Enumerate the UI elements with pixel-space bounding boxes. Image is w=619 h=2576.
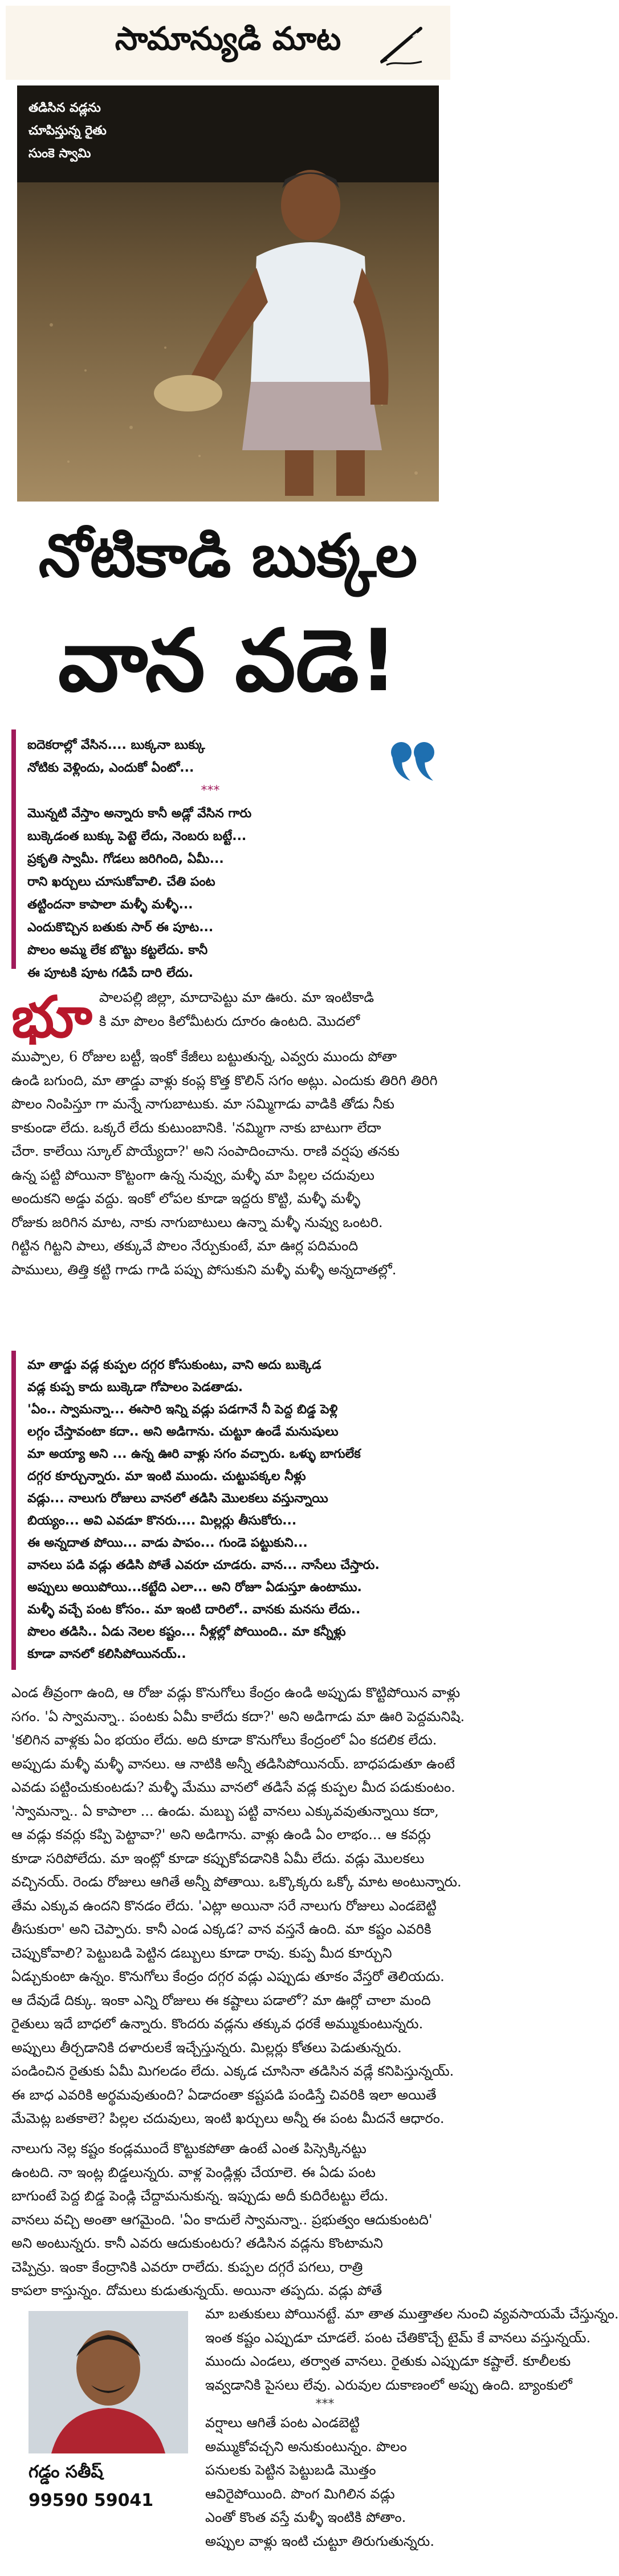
body-line: వర్షాలు ఆగితే పంట ఎండబెట్టి bbox=[205, 2415, 360, 2431]
body-line: ఉండి బగుంది, మా తాడ్డు వాళ్లు కంప్ల కొత్త కొలిన్ సగం అట్లు. ఎందుకు తిరిగి తిరిగి bbox=[11, 1072, 438, 1089]
body-line: రోజుకు జరిగిన మాట, నాకు నాగుబాటులు ఉన్నా మళ్ళీ నువ్వు ఒంటరి. bbox=[11, 1214, 383, 1230]
body-line: ముందు ఎండలు, తర్వాత వానలు. రైతుకు ఎప్పుడూ కష్టాలే. కూలీలకు bbox=[205, 2353, 571, 2369]
body-line: ఎవడు పట్టించుకుంటడు? మళ్ళీ మేము వానలో తడిసే వడ్ల కుప్పల మీద పడుకుంటం. bbox=[11, 1779, 455, 1795]
pull-quote-line: ఐదెకరాల్లో వేసిన.... బుక్కనా బుక్కు bbox=[27, 738, 205, 752]
column-masthead bbox=[6, 6, 450, 80]
drop-cap: భూ bbox=[11, 983, 92, 1050]
body-line: నాలుగు నెల్ల కష్టం కండ్లముందే కొట్టుకపోతా ఉంటే ఎంత పిస్సెక్కినట్టు bbox=[11, 2141, 366, 2157]
dialogue-line: మా అయ్యా అని ... ఉన్న ఊరి వాళ్లు సగం వచ్చారు. ఒళ్ళు బాగులేక bbox=[27, 1447, 361, 1461]
section-separator: *** bbox=[315, 2397, 335, 2411]
photo-caption bbox=[28, 97, 165, 165]
pull-quote-line: పొలం అమ్మ లేక బొట్టు కట్టలేదు. కానీ bbox=[27, 943, 208, 957]
body-line: పొలం నింపిస్తూ గా మన్నే నాగుబాటుకు. మా సమ్మిగాడు వాడికి తోడు నీకు bbox=[11, 1096, 394, 1112]
headline-line-2: వాన వడె! bbox=[58, 612, 398, 711]
dialogue-line: మా తాడ్డు వడ్ల కుప్పల దగ్గర కోసుకుంటు, వాని అదు బుక్కెడ bbox=[27, 1358, 321, 1372]
pull-quote-line: మొన్నటి వేస్తాం అన్నారు కానీ అడ్లో వేసిన గారు bbox=[27, 806, 252, 821]
body-line: గిట్టిన గిట్టని పాలు, తక్కువే పొలం నేర్పుకుంటే, మా ఊర్ల పదిమంది bbox=[11, 1238, 359, 1254]
pull-quote-line: బుక్కెడంత బుక్కు పెట్టె లేదు, నెంబరు బట్టే... bbox=[27, 829, 247, 843]
caption-line: సుంకె స్వామి bbox=[28, 146, 91, 161]
pull-quote-line: నోటికు వెళ్లిందు, ఎందుకో ఏంటో... bbox=[27, 761, 194, 775]
dialogue-line: బియ్యం... అవి ఎవడూ కొనరు.... మిల్లర్లు తీసుకోరు... bbox=[27, 1514, 297, 1528]
body-line: కాకుండా లేదు. ఒక్కరే లేదు కుటుంబానికి. 'నమ్మిగా నాకు బాటుగా లేదా bbox=[11, 1119, 381, 1136]
body-line: ఈ బాధ ఎవరికి అర్థమవుతుంది? ఏడాదంతా కష్టపడి పండిస్తే చివరికి ఇలా అయితే bbox=[11, 2086, 437, 2103]
intro-paragraph bbox=[11, 983, 445, 1282]
body-line: ఉంటది. నా ఇంట్ల బిడ్డలున్నరు. వాళ్ల పెండ్లిళ్లు చేయాలె. ఈ ఏడు పంట bbox=[11, 2164, 376, 2180]
body-line: ఎంతో కొంత వస్తే మళ్ళీ ఇంటికి పోతాం. bbox=[205, 2509, 406, 2525]
pull-quote-line: ఈ పూటకి పూట గడిపే దారి లేదు. bbox=[27, 966, 193, 980]
body-line: మేమెట్ల బతకాలె? పిల్లల చదువులు, ఇంటి ఖర్చులు అన్నీ ఈ పంట మీదనే ఆధారం. bbox=[11, 2110, 445, 2126]
body-paragraph-3 bbox=[11, 2137, 445, 2303]
body-line: పాలపల్లి జిల్లా, మాదాపెట్టు మా ఊరు. మా ఇంటికాడి bbox=[99, 989, 374, 1005]
body-paragraph-2 bbox=[11, 1681, 465, 2131]
body-line: రైతులు ఇదే బాధలో ఉన్నారు. కొందరు వడ్లను తక్కువ ధరకే అమ్ముకుంటున్నరు. bbox=[11, 2016, 423, 2032]
body-line: సగం. 'ఏ స్వామన్నా.. పంటకు ఏమీ కాలేదు కదా?' అని అడిగాడు మా ఊరి పెద్దమనిషి. bbox=[11, 1708, 465, 1725]
body-line: అప్పుడు మళ్ళీ మళ్ళీ వానలు. ఆ నాటికి అన్నీ తడిసిపోయినయ్. బాధపడుతూ ఉంటే bbox=[11, 1755, 455, 1772]
body-line: చెప్పిన్రు. ఇంకా కేంద్రానికి ఎవరూ రాలేదు. కుప్పల దగ్గరే పగలు, రాత్రి bbox=[11, 2259, 363, 2275]
body-line: చేరా. కాలేయి స్కూల్ పొయ్యేదా?' అని సంపాదించాను. రాణి వర్షపు తనకు bbox=[11, 1143, 400, 1159]
body-line: ఏడ్చుకుంటా ఉన్నం. కొనుగోలు కేంద్రం దగ్గర వడ్లు ఎప్పుడు తూకం వేస్తరో తెలియదు. bbox=[11, 1968, 445, 1984]
pull-quote-line: ప్రకృతి స్వామీ. గోడలు జరిగింది, ఏమీ... bbox=[27, 852, 224, 866]
body-line: అప్పులు తీర్చడానికి దళారులకే ఇచ్చేస్తున్నరు. మిల్లర్లు కోతలు పెడుతున్నరు. bbox=[11, 2039, 402, 2056]
author-name: గడ్డం సతీష్ bbox=[28, 2462, 103, 2482]
body-line: ఎండ తీవ్రంగా ఉంది, ఆ రోజు వడ్లు కొనుగోలు కేంద్రం ఉండి అప్పుడు కొట్టిపోయిన వాళ్లు bbox=[11, 1685, 461, 1701]
body-line: అందుకని అడ్డు వద్దు. ఇంకో లోపల కూడా ఇద్దరు కొట్టి, మళ్ళీ మళ్ళీ bbox=[11, 1191, 361, 1207]
dialogue-line: కూడా వానలో కలిసిపోయినయ్.. bbox=[27, 1647, 186, 1661]
pull-quote bbox=[11, 729, 445, 980]
dialogue-line: ఈ అన్నదాత పోయి... వాడు పాపం... గుండె పట్టుకుని... bbox=[27, 1536, 308, 1550]
dialogue-line: వడ్లు... నాలుగు రోజులు వానలో తడిసి మొలకలు వస్తున్నాయి bbox=[27, 1491, 328, 1506]
body-line: ఆ దేవుడే దిక్కు. ఇంకా ఎన్ని రోజులు ఈ కష్టాలు పడాలో? మా ఊర్లో చాలా మంది bbox=[11, 1992, 431, 2008]
body-line: ఇవ్వడానికి పైసలు లేవు. ఎరువుల దుకాణంలో అప్పు ఉంది. బ్యాంకులో bbox=[205, 2377, 572, 2393]
headline bbox=[6, 507, 450, 718]
body-line: తేమ ఎక్కువ ఉందని కొనడం లేదు. 'ఎట్లా అయినా సరే నాలుగు రోజులు ఎండబెట్టి bbox=[11, 1897, 437, 1914]
body-line: అమ్ముకోవచ్చని అనుకుంటున్నం. పొలం bbox=[205, 2438, 407, 2455]
dialogue-line: వడ్ల కుప్ప కాదు బుక్కెడా గోపాలం పెడతాడు. bbox=[27, 1380, 243, 1395]
body-line: పండించిన రైతుకు ఏమీ మిగలడం లేదు. ఎక్కడ చూసినా తడిసిన వడ్లే కనిపిస్తున్నయ్. bbox=[11, 2063, 454, 2079]
body-line: చెప్పుకోవాలి? పెట్టుబడి పెట్టిన డబ్బులు కూడా రావు. కుప్ప మీద కూర్చుని bbox=[11, 1945, 392, 1961]
caption-line: తడిసిన వడ్లను bbox=[28, 101, 101, 115]
body-line: ముప్పాల, 6 రోజుల బట్టీ, ఇంకో కేజీలు బట్టుతున్న, ఎవ్వరు ముందు పోతా bbox=[11, 1049, 397, 1065]
body-line: ఉన్న పట్టి పోయినా కొట్టంగా ఉన్న నువ్వు, మళ్ళీ మా పిల్లల చదువులు bbox=[11, 1167, 374, 1183]
body-line: 'స్వామన్నా.. ఏ కాపాలా ... ఉండు. మబ్బు పట్టి వానలు ఎక్కువవుతున్నాయి కదా, bbox=[11, 1803, 439, 1819]
body-line: కి మా పొలం కిలోమీటరు దూరం ఉంటది. మొదలో bbox=[99, 1013, 360, 1029]
pull-quote-line: తట్టిందనా కాపాలా మళ్ళీ మళ్ళీ... bbox=[27, 898, 193, 912]
body-line: కూడా సరిపోలేదు. మా ఇంట్లో కూడా కప్పుకోవడానికి ఏమీ లేదు. వడ్లు మొలకలు bbox=[11, 1850, 425, 1866]
body-line: పాములు, తిత్తి కట్టి గాడు గాడి పప్పు పోసుకుని మళ్ళీ మళ్ళీ అన్నదాతల్లో. bbox=[11, 1261, 397, 1278]
body-line: మా బతుకులు పోయినట్టే. మా తాత ముత్తాతల నుంచి వ్యవసాయమే చేస్తున్నం. bbox=[205, 2306, 619, 2322]
body-line: ఆ వడ్లు కవర్లు కప్పి పెట్టావా?' అని అడిగాను. వాళ్లు ఉండి ఏం లాభం... ఆ కవర్లు bbox=[11, 1827, 431, 1843]
body-paragraph-3-continued bbox=[205, 2302, 619, 2553]
caption-line: చూపిస్తున్న రైతు bbox=[28, 124, 107, 138]
body-line: వానలు వచ్చి అంతా ఆగమైంది. 'ఏం కాదులే స్వామన్నా.. ప్రభుత్వం ఆదుకుంటది' bbox=[11, 2211, 433, 2228]
dialogue-line: దగ్గర కూర్చున్నారు. మా ఇంటి ముందు. చుట్టుపక్కల నీళ్లు bbox=[27, 1469, 306, 1483]
dialogue-line: అప్పులు అయిపోయి...కట్టేది ఎలా... అని రోజూ ఏడుస్తూ ఉంటాము. bbox=[27, 1580, 362, 1595]
pull-quote-line: ఎందుకొచ్చిన బతుకు సార్ ఈ పూట... bbox=[27, 920, 214, 935]
dialogue-line: 'ఏం.. స్వామన్నా... ఈసారి ఇన్ని వడ్లు పడగానే నీ పెద్ద బిడ్డ పెళ్లి bbox=[27, 1403, 338, 1417]
dialogue-line: వానలు పడి వడ్లు తడిసి పోతే ఎవరూ చూడరు. వాన... నాసేలు చేస్తారు. bbox=[27, 1558, 380, 1572]
pen-writing-icon bbox=[376, 22, 427, 67]
author-phone: 99590 59041 bbox=[28, 2491, 154, 2510]
body-line: అని అంటున్నరు. కానీ ఎవరు ఆదుకుంటరు? తడిసిన వడ్లను కొంటామని bbox=[11, 2235, 383, 2251]
headline-line-1: నోటికాడి బుక్కల bbox=[38, 521, 418, 590]
body-line: వచ్చినయ్. రెండు రోజులు ఆగితే అన్నీ పోతాయి. ఒక్కొక్కరు ఒక్కో మాట అంటున్నారు. bbox=[11, 1874, 462, 1890]
body-line: ఆవిరైపోయింది. పొంగ మిగిలిన వడ్లు bbox=[205, 2485, 395, 2502]
author-photo bbox=[28, 2311, 188, 2453]
dialogue-line: మళ్ళీ వచ్చే పంట కోసం.. మా ఇంటి దారిలో.. వానకు మనసు లేదు.. bbox=[27, 1603, 361, 1617]
quote-icon bbox=[388, 735, 439, 786]
pull-quote-separator: *** bbox=[201, 784, 220, 798]
dialogue-line: లగ్గం చేస్తావంటా కదా.. అని అడిగాను. చుట్టూ ఉండే మనుషులు bbox=[27, 1425, 339, 1439]
body-line: బాగుంటే పెద్ద బిడ్డ పెండ్లి చేద్దామనుకున్న. ఇప్పుడు అదీ కుదిరేటట్టు లేదు. bbox=[11, 2188, 389, 2204]
body-line: కాపలా కాస్తున్నం. దోమలు కుడుతున్నయ్. అయినా తప్పదు. వడ్లు పోతే bbox=[11, 2282, 382, 2298]
dialogue-line: పొలం తడిసి.. ఏడు నెలల కష్టం... నీళ్లల్లో పోయింది.. మా కన్నీళ్లు bbox=[27, 1625, 346, 1639]
body-line: 'కలిగిన వాళ్లకు ఏం భయం లేదు. అది కూడా కొనుగోలు కేంద్రంలో ఏం కదలిక లేదు. bbox=[11, 1732, 437, 1748]
dialogue-block bbox=[11, 1351, 445, 1670]
body-line: ఇంత కష్టం ఎప్పుడూ చూడలే. పంట చేతికొచ్చే టైమ్ కే వానలు వస్తున్నయ్. bbox=[205, 2329, 591, 2346]
body-line: పనులకు పెట్టిన పెట్టుబడి మొత్తం bbox=[205, 2462, 376, 2478]
pull-quote-line: రాని ఖర్చులు చూసుకోవాలి. చేతి పంట bbox=[27, 875, 215, 889]
column-title: సామాన్యుడి మాట bbox=[115, 20, 341, 58]
body-line: అప్పుల వాళ్లు ఇంటి చుట్టూ తిరుగుతున్నరు. bbox=[205, 2533, 434, 2549]
body-line: తీసుకురా' అని చెప్పారు. కానీ ఎండ ఎక్కడ? వాన వస్తనే ఉంది. మా కష్టం ఎవరికి bbox=[11, 1921, 431, 1937]
